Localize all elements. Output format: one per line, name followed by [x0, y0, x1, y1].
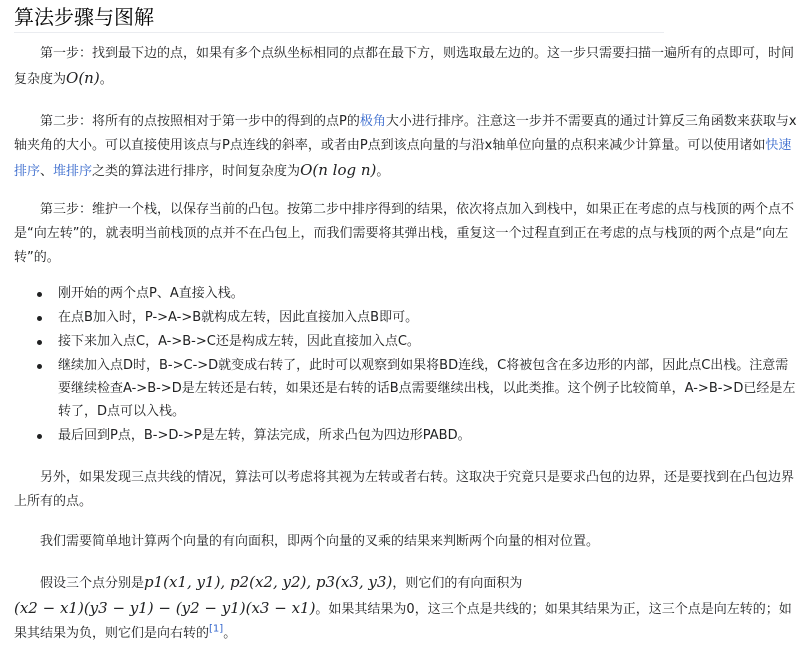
reference-link[interactable]: [1]	[209, 623, 224, 635]
bullet-icon	[37, 292, 42, 297]
three-points-math: p1(x1, y1), p2(x2, y2), p3(x3, y3)	[144, 573, 393, 591]
cross-product-text: 我们需要简单地计算两个向量的有向面积，即两个向量的叉乘的结果来判断两个向量的相对位置。	[40, 534, 600, 549]
step-one-text-end: 。	[99, 72, 113, 87]
bullet-icon	[37, 340, 42, 345]
orientation-text-1: 假设三个点分别是	[40, 576, 145, 591]
orientation-text-3: 。如果其结果为0，这三个点是共线的；如果其结果为正，这三个点是向左转的；如果其结果为负，则它们是向右转的	[14, 602, 792, 641]
orientation-text-2: ，则它们的有向面积为	[392, 576, 523, 591]
bullet-icon	[37, 316, 42, 321]
section-heading-text: 算法步骤与图解	[14, 5, 154, 29]
section-heading	[14, 3, 664, 33]
bullet-icon	[37, 434, 42, 439]
step-two-text-4: 之类的算法进行排序，时间复杂度为	[92, 164, 301, 179]
step-two-text-1: 第二步：将所有的点按照相对于第一步中的得到的点P的	[40, 114, 360, 129]
list-item-text: 刚开始的两个点P、A直接入栈。	[58, 286, 244, 301]
list-item	[14, 330, 800, 353]
paragraph-step-one	[14, 42, 800, 92]
list-item	[14, 424, 800, 447]
paragraph-step-two	[14, 110, 800, 184]
step-one-complexity-math: O(n)	[66, 69, 100, 87]
quicksort-link[interactable]: 快速排序	[14, 138, 792, 179]
list-item	[14, 282, 800, 305]
paragraph-cross-product	[14, 530, 800, 554]
paragraph-step-three	[14, 198, 800, 270]
list-item	[14, 354, 800, 423]
step-two-text-5: 。	[376, 164, 390, 179]
collinear-text: 另外，如果发现三点共线的情况，算法可以考虑将其视为左转或者右转。这取决于究竟只是要求凸包的边界，还是要找到在凸包边界上所有的点。	[14, 470, 795, 509]
step-one-text: 第一步：找到最下边的点，如果有多个点纵坐标相同的点都在最下方，则选取最左边的。这一步只需要扫描一遍所有的点即可，时间复杂度为	[14, 46, 795, 87]
list-item-text: 最后回到P点，B->D->P是左转，算法完成，所求凸包为四边形PABD。	[58, 428, 471, 443]
list-item-text: 接下来加入点C，A->B->C还是构成左转，因此直接加入点C。	[58, 334, 420, 349]
bullet-icon	[37, 364, 42, 369]
list-item	[14, 306, 800, 329]
paragraph-collinear	[14, 466, 800, 514]
example-steps-list	[14, 282, 800, 448]
step-three-text: 第三步：维护一个栈，以保存当前的凸包。按第二步中排序得到的结果，依次将点加入到栈中，如果正在考虑的点与栈顶的两个点不是“向左转”的，就表明当前栈顶的点并不在凸包上，而我们需要将其弹出栈，重复这一个过程直到正在考虑的点与栈顶的两个点是“向左转”的。	[14, 202, 795, 265]
polar-angle-link[interactable]: 极角	[359, 114, 386, 129]
orientation-text-4: 。	[223, 626, 237, 641]
list-item-text: 在点B加入时，P->A->B就构成左转，因此直接加入点B即可。	[58, 310, 419, 325]
step-two-text-3: 、	[40, 164, 54, 179]
paragraph-orientation	[14, 570, 800, 646]
step-two-text-2: 大小进行排序。注意这一步并不需要真的通过计算反三角函数来获取与x轴夹角的大小。可以直接使用该点与P点连线的斜率，或者由P点到该点向量的与沿x轴单位向量的点积来减少计算量。可以使用诸如	[14, 114, 797, 153]
signed-area-math: (x2 − x1)(y3 − y1) − (y2 − y1)(x3 − x1)	[14, 599, 316, 617]
heapsort-link[interactable]: 堆排序	[53, 164, 93, 179]
step-two-complexity-math: O(n log n)	[300, 161, 377, 179]
list-item-text: 继续加入点D时，B->C->D就变成右转了，此时可以观察到如果将BD连线，C将被包含在多边形的内部，因此点C出栈。注意需要继续检查A->B->D是左转还是右转，如果还是右转的话B点需要继续出栈，以此类推。这个例子比较简单，A->B->D已经是左转了，D点可以入栈。	[58, 358, 796, 419]
